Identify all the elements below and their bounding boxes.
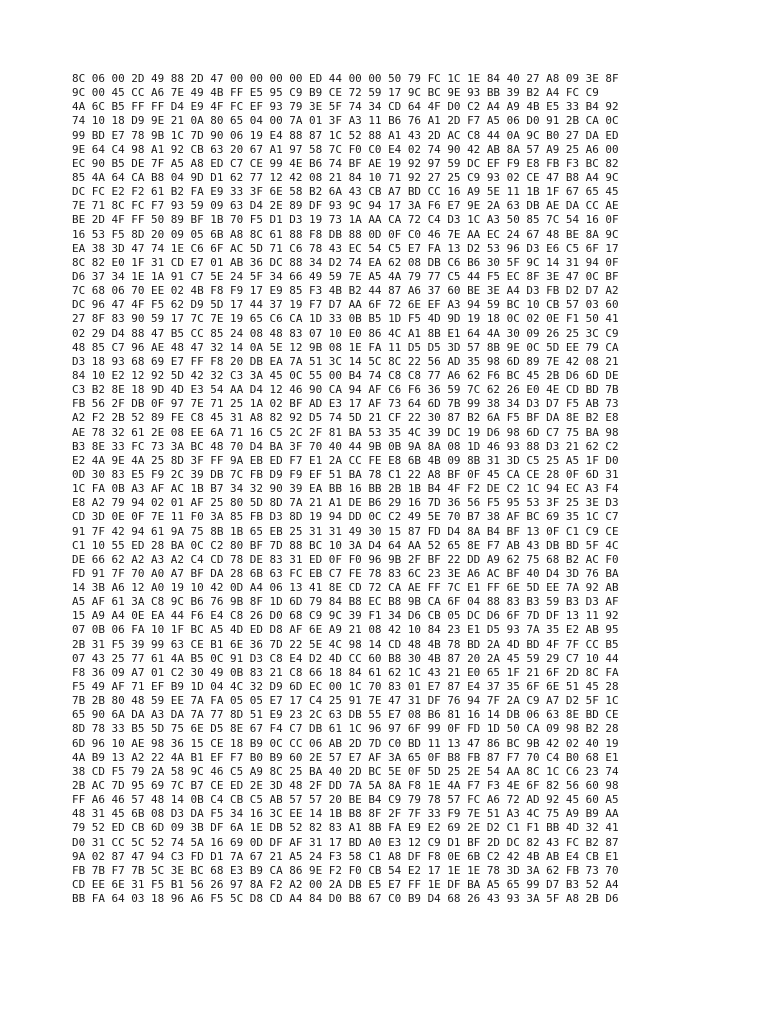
hex-line: 27 8F 83 90 59 17 7C 7E 19 65 C6 CA 1D 33 0B B5 1D F5 4D 9D 19 18 0C 02 0E F1 50 41: [72, 312, 619, 326]
hex-line: 1C FA 0B A3 AF AC 1B B7 34 32 90 39 EA BB 16 BB 2B 1B B4 4F F2 DE C2 1C 94 EC A3 F4: [72, 482, 619, 496]
hex-line: C1 10 55 ED 28 BA 0C C2 80 BF 7D 88 BC 10 3A D4 64 AA 52 65 8E F7 AB 43 DB BD 5F 4C: [72, 538, 619, 552]
hex-line: 16 53 F5 8D 20 09 05 6B A8 8C 61 88 F8 DB 88 0D 0F C0 46 7E AA EC 24 67 48 BE 8A 9C: [72, 227, 619, 241]
hex-line: 99 BD E7 78 9B 1C 7D 90 06 19 E4 88 87 1C 52 88 A1 43 2D AC C8 44 0A 9C B0 27 DA ED: [72, 128, 619, 142]
hex-line: 8C 82 E0 1F 31 CD E7 01 AB 36 DC 88 34 D2 74 EA 62 08 DB C6 B6 30 5F 9C 14 31 94 0F: [72, 255, 619, 269]
hex-line: D3 18 93 68 69 E7 FF F8 20 DB EA 7A 51 3C 14 5C 8C 22 56 AD 35 98 6D 89 7E 42 08 21: [72, 354, 619, 368]
hex-line: DC FC E2 F2 61 B2 FA E9 33 3F 6E 58 B2 6A 43 CB A7 BD CC 16 A9 5E 11 1B 1F 67 65 45: [72, 185, 619, 199]
hex-line: DE 66 62 A2 A3 A2 C4 CD 78 DE 83 31 ED 0F F0 96 9B 2F BF 22 DD A9 62 75 68 B2 AC F0: [72, 552, 619, 566]
hex-line: FF A6 46 57 48 14 0B C4 CB C5 AB 57 57 20 BE B4 C9 79 78 57 FC A6 72 AD 92 45 60 A5: [72, 793, 619, 807]
hex-line: 14 3B A6 12 A0 19 10 42 0D A4 06 13 41 8E CD 72 CA AE FF 7C E1 FF 6E 5D EE 7A 92 AB: [72, 581, 619, 595]
hex-line: 15 A9 A4 0E EA 44 F6 E4 C8 26 D0 68 C9 9C 39 F1 34 D6 CB 05 DC D6 6F 7D DF 13 11 92: [72, 609, 619, 623]
hex-line: 0D 30 83 E5 F9 2C 39 DB 7C FB D9 F9 EF 51 BA 78 C1 22 A8 BF 0F 45 CA CE 28 0F 6D 31: [72, 467, 619, 481]
hex-line: 7C 68 06 70 EE 02 4B F8 F9 17 E9 85 F3 4B B2 44 87 A6 37 60 BE 3E A4 D3 FB D2 D7 A2: [72, 284, 619, 298]
hex-line: 48 85 C7 96 AE 48 47 32 14 0A 5E 12 9B 08 1E FA 11 D5 D5 3D 57 8B 9E 0C 5D EE 79 CA: [72, 340, 619, 354]
hex-line: 4A 6C B5 FF FF D4 E9 4F FC EF 93 79 3E 5F 74 34 CD 64 4F D0 C2 A4 A9 4B E5 33 B4 92: [72, 100, 619, 114]
hex-line: 6D 96 10 AE 98 36 15 CE 18 B9 0C CC 06 AB 2D 7D C0 BD 11 13 47 86 BC 9B 42 02 40 19: [72, 736, 619, 750]
hex-line: E8 A2 79 94 02 01 AF 25 80 5D 8D 7A 21 A1 DE B6 29 16 7D 36 56 F5 95 53 3F 25 3E D3: [72, 496, 619, 510]
hex-line: 91 7F 42 94 61 9A 75 8B 1B 65 EB 25 31 31 49 30 15 87 FD D4 8A B4 BF 13 0F C1 C9 CE: [72, 524, 619, 538]
hex-line: FB 7B F7 7B 5C 3E BC 68 E3 B9 CA 86 9E F2 F0 CB 54 E2 17 1E 1E 78 3D 3A 62 FB 73 70: [72, 863, 619, 877]
hex-line: C3 B2 8E 18 9D 4D E3 54 AA D4 12 46 90 CA 94 AF C6 F6 36 59 7C 62 26 E0 4E CD BD 7B: [72, 383, 619, 397]
hex-dump-text: [72, 72, 619, 906]
hex-line: 9C 00 45 CC A6 7E 49 4B FF E5 95 C9 B9 CE 72 59 17 9C BC 9E 93 BB 39 B2 A4 FC C9: [72, 86, 599, 100]
hex-line: BB FA 64 03 18 96 A6 F5 5C D8 CD A4 84 D0 B8 67 C0 B9 D4 68 26 43 93 3A 5F A8 2B D6: [72, 892, 619, 906]
hex-line: 8C 06 00 2D 49 88 2D 47 00 00 00 00 ED 44 00 00 50 79 FC 1C 1E 84 40 27 A8 09 3E 8F: [72, 72, 619, 85]
hex-line: A2 F2 2B 52 89 FE C8 45 31 A8 82 92 D5 74 5D 21 CF 22 30 87 B2 6A F5 BF DA 8E B2 E8: [72, 411, 619, 425]
hex-line: EA 38 3D 47 74 1E C6 6F AC 5D 71 C6 78 43 EC 54 C5 E7 FA 13 D2 53 96 D3 E6 C5 6F 17: [72, 241, 619, 255]
hex-line: 9E 64 C4 98 A1 92 CB 63 20 67 A1 97 58 7C F0 C0 E4 02 74 90 42 AB 8A 57 A9 25 A6 00: [72, 142, 619, 156]
hex-line: AE 78 32 61 2E 08 EE 6A 71 16 C5 2C 2F 81 BA 53 35 4C 39 DC 19 D6 98 6D C7 75 BA 98: [72, 425, 619, 439]
hex-line: BE 2D 4F FF 50 89 BF 1B 70 F5 D1 D3 19 73 1A AA CA 72 C4 D3 1C A3 50 85 7C 54 16 0F: [72, 213, 619, 227]
hex-line: 2B AC 7D 95 69 7C B7 CE ED 2E 3D 48 2F DD 7A 5A 8A F8 1E 4A F7 F3 4E 6F 82 56 60 98: [72, 779, 619, 793]
hex-line: EC 90 B5 DE 7F A5 A8 ED C7 CE 99 4E B6 74 BF AE 19 92 97 59 DC EF F9 E8 FB F3 BC 82: [72, 156, 619, 170]
hex-line: FD 91 7F 70 A0 A7 BF DA 28 6B 63 FC EB C7 FE 78 83 6C 23 3E A6 AC BF 40 D4 3D 76 BA: [72, 566, 619, 580]
hex-line: DC 96 47 4F F5 62 D9 5D 17 44 37 19 F7 D7 AA 6F 72 6E EF A3 94 59 BC 10 CB 57 03 60: [72, 298, 619, 312]
hex-line: F8 36 09 A7 01 C2 30 49 0B 83 21 C8 66 18 84 61 62 1C 43 21 E0 65 1F 21 6F 2D 8C FA: [72, 665, 619, 679]
hex-line: 48 31 45 6B 08 D3 DA F5 34 16 3C EE 14 1B B8 8F 2F 7F 33 F9 7E 51 A3 4C 75 A9 B9 AA: [72, 807, 619, 821]
hex-line: 7B 2B 80 48 59 EE 7A FA 05 05 E7 17 C4 25 91 7E 47 31 DF 76 94 7F 2A C9 A7 D2 5F 1C: [72, 694, 619, 708]
hex-line: 02 29 D4 88 47 B5 CC 85 24 08 48 83 07 10 E0 86 4C A1 8B E1 64 4A 30 09 26 25 3C C9: [72, 326, 619, 340]
hex-line: 38 CD F5 79 2A 58 9C 46 C5 A9 8C 25 BA 40 2D BC 5E 0F 5D 25 2E 54 AA 8C 1C C6 23 74: [72, 764, 619, 778]
hex-line: 2B 31 F5 39 99 63 CE B1 6E 36 7D 22 5E 4C 98 14 CD 48 4B 78 BD 2A 4D BD 4F 7F CC B5: [72, 637, 619, 651]
hex-line: D0 31 CC 5C 52 74 5A 16 69 0D DF AF 31 17 BD A0 E3 12 C9 D1 BF 2D DC 82 43 FC B2 87: [72, 835, 619, 849]
hex-line: 7E 71 8C FC F7 93 59 09 63 D4 2E 89 DF 93 9C 94 17 3A F6 E7 9E 2A 63 DB AE DA CC AE: [72, 199, 619, 213]
hex-line: 84 10 E2 12 92 5D 42 32 C3 3A 45 0C 55 00 B4 74 C8 C8 77 A6 62 F6 BC 45 2B D6 6D DE: [72, 368, 619, 382]
hex-line: 07 0B 06 FA 10 1F BC A5 4D ED D8 AF 6E A9 21 08 42 10 84 23 E1 D5 93 7A 35 E2 AB 95: [72, 623, 619, 637]
hex-line: D6 37 34 1E 1A 91 C7 5E 24 5F 34 66 49 59 7E A5 4A 79 77 C5 44 F5 EC 8F 3E 47 0C BF: [72, 269, 619, 283]
hex-line: A5 AF 61 3A C8 9C B6 76 9B 8F 1D 6D 79 84 B8 EC B8 9B CA 6F 04 88 83 B3 59 B3 D3 AF: [72, 595, 619, 609]
hex-line: 65 90 6A DA A3 DA 7A 77 8D 51 E9 23 2C 63 DB 55 E7 08 B6 81 16 14 DB 06 63 8E BD CE: [72, 708, 619, 722]
hex-line: CD 3D 0E 0F 7E 11 F0 3A 85 FB D3 8D 19 94 DD 0C C2 49 5E 70 B7 38 AF BC 69 35 1C C7: [72, 510, 619, 524]
hex-line: F5 49 AF 71 EF B9 1D 04 4C 32 D9 6D EC 00 1C 70 83 01 E7 87 E4 37 35 6F 6E 51 45 28: [72, 680, 619, 694]
hex-line: 85 4A 64 CA B8 04 9D D1 62 77 12 42 08 21 84 10 71 92 27 25 C9 93 02 CE 47 B8 A4 9C: [72, 170, 619, 184]
hex-line: 74 10 18 D9 9E 21 0A 80 65 04 00 7A 01 3F A3 11 B6 76 A1 2D F7 A5 06 D0 91 2B CA 0C: [72, 114, 619, 128]
hex-line: 07 43 25 77 61 4A B5 0C 91 D3 C8 E4 D2 4D CC 60 B8 30 4B 87 20 2A 45 59 29 C7 10 44: [72, 651, 619, 665]
hex-line: FB 56 2F DB 0F 97 7E 71 25 1A 02 BF AD E3 17 AF 73 64 6D 7B 99 38 34 D3 D7 F5 AB 73: [72, 397, 619, 411]
hex-line: E2 4A 9E 4A 25 8D 3F FF 9A EB ED F7 E1 2A CC FE E8 6B 4B 09 8B 31 3D C5 25 A5 1F D0: [72, 453, 619, 467]
hex-line: 9A 02 87 47 94 C3 FD D1 7A 67 21 A5 24 F3 58 C1 A8 DF F8 0E 6B C2 42 4B AB E4 CB E1: [72, 849, 619, 863]
hex-line: CD EE 6E 31 F5 B1 56 26 97 8A F2 A2 00 2A DB E5 E7 FF 1E DF BA A5 65 99 D7 B3 52 A4: [72, 878, 619, 892]
hex-line: 4A B9 13 A2 22 4A B1 EF F7 B0 B9 60 2E 57 E7 AF 3A 65 0F B8 FB 87 F7 70 C4 B0 68 E1: [72, 750, 619, 764]
hex-line: 8D 78 33 B5 5D 75 6E D5 8E 67 F4 C7 DB 61 1C 96 97 6F 99 0F FD 1D 50 CA 09 98 B2 28: [72, 722, 619, 736]
hex-line: B3 8E 33 FC 73 3A BC 48 70 D4 BA 3F 70 40 44 9B 0B 9A 8A 08 1D 46 93 88 D3 21 62 C2: [72, 439, 619, 453]
hex-line: 79 52 ED CB 6D 09 3B DF 6A 1E DB 52 82 83 A1 8B FA E9 E2 69 2E D2 C1 F1 BB 4D 32 41: [72, 821, 619, 835]
